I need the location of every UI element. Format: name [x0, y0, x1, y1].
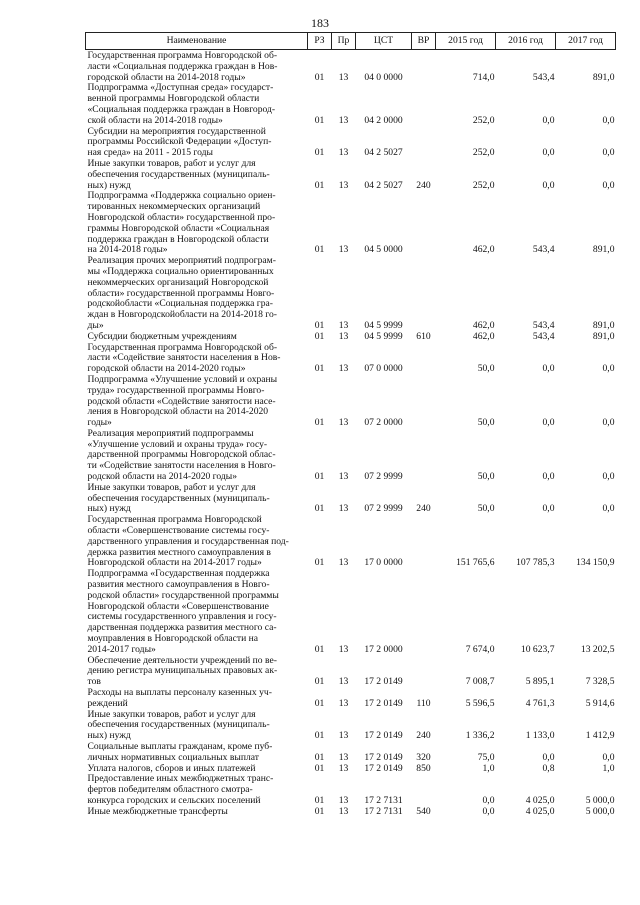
budget-table: [85, 32, 616, 818]
cell-name-line: Подпрограмма «Поддержка социально ориен-: [87, 190, 276, 202]
table-body: [86, 50, 616, 818]
table-row: [86, 50, 616, 84]
cell-name-line: тов: [87, 676, 101, 688]
cell-2015: 0,0: [482, 805, 495, 817]
table-row: [86, 774, 616, 806]
cell-vr: [412, 127, 436, 159]
cell-2016: 0,0: [542, 114, 555, 126]
cell-vr: 610: [416, 330, 431, 342]
table-row: [86, 375, 616, 429]
cell-name-line: обеспечения государственных (муниципаль-: [87, 168, 270, 180]
cell-name-line: ждан в Новгородскойобласти на 2014-2018 го-: [87, 309, 277, 321]
cell-cst: 04 2 5027: [364, 179, 403, 191]
header-vr: ВР: [412, 33, 436, 50]
cell-vr: [412, 429, 436, 483]
cell-pr: 13: [338, 762, 349, 774]
cell-rz: 01: [314, 697, 325, 709]
cell-name-line: Предоставление иных межбюджетных транс-: [87, 773, 274, 785]
cell-2017: 1 412,9: [585, 730, 615, 742]
cell-2016: 4 025,0: [525, 794, 555, 806]
cell-name-line: Иные межбюджетные трансферты: [87, 805, 228, 817]
cell-rz: 01: [314, 643, 325, 655]
cell-cst: 07 2 0000: [364, 417, 403, 429]
cell-name-line: венной программы Новгородской области: [87, 93, 260, 105]
cell-name-line: моуправления в Новгородской области на: [87, 633, 259, 645]
cell-2017: 0,0: [602, 751, 615, 763]
cell-cst: 07 0 0000: [364, 363, 403, 375]
table-row: [86, 83, 616, 126]
cell-name-line: ных) нужд: [87, 503, 131, 515]
cell-name-line: Расходы на выплаты персоналу казенных уч-: [87, 687, 272, 699]
table-header-row: [86, 33, 616, 50]
cell-pr: 13: [338, 730, 349, 742]
cell-name-line: дарственной программы Новгородской облас-: [87, 449, 276, 461]
cell-pr: 13: [338, 363, 349, 375]
cell-name: [86, 83, 308, 126]
cell-name: [86, 656, 308, 688]
cell-name-line: области» государственной программы Новго-: [87, 287, 275, 299]
cell-2017: 0,0: [602, 147, 615, 159]
cell-name-line: родской области «Содействие занятости насе-: [87, 395, 276, 407]
cell-2016: 543,4: [532, 319, 555, 331]
cell-name-line: Субсидии бюджетным учреждениям: [87, 330, 237, 342]
cell-2016: 543,4: [532, 71, 555, 83]
cell-name: [86, 50, 308, 84]
cell-name-line: граммы Новгородской области «Социальная: [87, 222, 270, 234]
cell-name-line: городской области на 2014-2018 годы»: [87, 71, 246, 83]
cell-vr: [412, 375, 436, 429]
cell-name-line: области «Совершенствование системы госу-: [87, 525, 270, 537]
table-row: [86, 688, 616, 710]
cell-cst: 04 2 5027: [364, 147, 403, 159]
cell-2015: 50,0: [477, 363, 495, 375]
cell-rz: 01: [314, 557, 325, 569]
cell-name: [86, 742, 308, 764]
cell-2017: 0,0: [602, 114, 615, 126]
cell-name: [86, 375, 308, 429]
cell-vr: [412, 50, 436, 84]
cell-2016: 5 895,1: [525, 676, 555, 688]
cell-cst: 07 2 9999: [364, 503, 403, 515]
cell-vr: [412, 343, 436, 375]
header-pr: Пр: [332, 33, 356, 50]
cell-pr: 13: [338, 697, 349, 709]
cell-name-line: ных) нужд: [87, 179, 131, 191]
cell-name-line: ных) нужд: [87, 730, 131, 742]
cell-name-line: мы «Поддержка социально ориентированных: [87, 265, 274, 277]
cell-rz: 01: [314, 179, 325, 191]
cell-2015: 462,0: [472, 330, 495, 342]
cell-2016: 0,8: [542, 762, 555, 774]
cell-2017: 5 000,0: [585, 805, 615, 817]
cell-name-line: держка развития местного самоуправления в: [87, 546, 271, 558]
cell-name: [86, 688, 308, 710]
cell-2017: 7 328,5: [585, 676, 615, 688]
cell-2015: 252,0: [472, 147, 495, 159]
cell-vr: [412, 83, 436, 126]
cell-name-line: Государственная программа Новгородской об-: [87, 50, 278, 61]
header-2016: 2016 год: [496, 33, 556, 50]
cell-rz: 01: [314, 363, 325, 375]
table-row: [86, 127, 616, 159]
cell-vr: 240: [416, 503, 431, 515]
cell-2015: 75,0: [477, 751, 495, 763]
cell-2015: 50,0: [477, 471, 495, 483]
cell-cst: 17 2 7131: [364, 794, 403, 806]
cell-2016: 4 025,0: [525, 805, 555, 817]
cell-pr: 13: [338, 557, 349, 569]
cell-cst: 17 2 0149: [364, 751, 403, 763]
cell-name-line: Подпрограмма «Улучшение условий и охраны: [87, 373, 278, 385]
cell-2017: 1,0: [602, 762, 615, 774]
cell-name-line: ской области на 2014-2018 годы»: [87, 114, 223, 126]
cell-name-line: Иные закупки товаров, работ и услуг для: [87, 708, 256, 720]
table-row: [86, 191, 616, 256]
cell-cst: 17 0 0000: [364, 557, 403, 569]
cell-2015: 151 765,6: [456, 557, 495, 569]
cell-2016: 543,4: [532, 244, 555, 256]
cell-pr: 13: [338, 244, 349, 256]
cell-rz: 01: [314, 503, 325, 515]
header-2015: 2015 год: [436, 33, 496, 50]
header-name: Наименование: [86, 33, 308, 50]
cell-name-line: Государственная программа Новгородской об-: [87, 341, 278, 353]
cell-vr: [412, 515, 436, 569]
cell-2016: 0,0: [542, 147, 555, 159]
cell-pr: 13: [338, 71, 349, 83]
header-rz: РЗ: [308, 33, 332, 50]
cell-2016: 1 133,0: [525, 730, 555, 742]
cell-pr: 13: [338, 417, 349, 429]
cell-name: [86, 159, 308, 191]
cell-vr: 240: [416, 730, 431, 742]
table-row: [86, 343, 616, 375]
cell-name-line: «Улучшение условий и охраны труда» госу-: [87, 438, 268, 450]
header-cst: ЦСТ: [356, 33, 412, 50]
cell-name: [86, 710, 308, 742]
cell-cst: 04 2 0000: [364, 114, 403, 126]
cell-2015: 1 336,2: [465, 730, 495, 742]
cell-name-line: родской области на 2014-2020 годы»: [87, 471, 238, 483]
cell-name-line: развития местного самоуправления в Новго-: [87, 579, 270, 591]
cell-rz: 01: [314, 676, 325, 688]
cell-2017: 891,0: [592, 71, 615, 83]
cell-name-line: дарственная поддержка развития местного са-: [87, 622, 277, 634]
cell-name: [86, 343, 308, 375]
cell-cst: 17 2 0000: [364, 643, 403, 655]
cell-2017: 0,0: [602, 179, 615, 191]
cell-pr: 13: [338, 330, 349, 342]
cell-name-line: Реализация прочих мероприятий подпрограм-: [87, 255, 276, 267]
cell-name-line: Обеспечение деятельности учреждений по ве-: [87, 654, 277, 666]
table-row: [86, 483, 616, 515]
cell-pr: 13: [338, 147, 349, 159]
cell-2017: 0,0: [602, 363, 615, 375]
cell-name-line: ная среда» на 2011 - 2015 годы: [87, 147, 213, 159]
cell-cst: 04 5 9999: [364, 330, 403, 342]
cell-2015: 1,0: [482, 762, 495, 774]
cell-name-line: реждений: [87, 697, 128, 709]
cell-2015: 252,0: [472, 114, 495, 126]
cell-vr: [412, 656, 436, 688]
cell-name-line: Подпрограмма «Государственная поддержка: [87, 568, 270, 580]
table-row: [86, 159, 616, 191]
cell-name-line: некоммерческих организаций Новгородской: [87, 276, 269, 288]
cell-vr: 240: [416, 179, 431, 191]
cell-name-line: 2014-2017 годы»: [87, 643, 156, 655]
cell-name-line: родской области» государственной программы: [87, 589, 279, 601]
header-2017: 2017 год: [556, 33, 616, 50]
cell-rz: 01: [314, 417, 325, 429]
cell-pr: 13: [338, 179, 349, 191]
cell-2017: 5 914,6: [585, 697, 615, 709]
cell-rz: 01: [314, 330, 325, 342]
cell-pr: 13: [338, 503, 349, 515]
cell-rz: 01: [314, 730, 325, 742]
cell-rz: 01: [314, 471, 325, 483]
cell-vr: [412, 191, 436, 256]
page-number: 183: [311, 16, 329, 30]
cell-name: [86, 191, 308, 256]
table-row: [86, 515, 616, 569]
cell-name-line: городской области на 2014-2020 годы»: [87, 363, 246, 375]
cell-name-line: ласти «Социальная поддержка граждан в Нов-: [87, 60, 278, 72]
cell-vr: 110: [416, 697, 431, 709]
cell-2017: 891,0: [592, 244, 615, 256]
cell-2015: 462,0: [472, 319, 495, 331]
cell-name-line: Новгородской области «Совершенствование: [87, 600, 269, 612]
cell-name-line: тированных некоммерческих организаций: [87, 201, 261, 213]
cell-2015: 50,0: [477, 417, 495, 429]
cell-2016: 0,0: [542, 503, 555, 515]
cell-2016: 0,0: [542, 179, 555, 191]
cell-name-line: Субсидии на мероприятия государственной: [87, 125, 266, 137]
cell-name: [86, 429, 308, 483]
cell-pr: 13: [338, 751, 349, 763]
cell-cst: 17 2 7131: [364, 805, 403, 817]
cell-rz: 01: [314, 762, 325, 774]
cell-rz: 01: [314, 114, 325, 126]
cell-2016: 107 785,3: [516, 557, 555, 569]
cell-2016: 0,0: [542, 751, 555, 763]
cell-name: [86, 332, 308, 343]
cell-2017: 5 000,0: [585, 794, 615, 806]
cell-name-line: ды»: [87, 319, 104, 331]
cell-rz: 01: [314, 147, 325, 159]
cell-vr: 850: [416, 762, 431, 774]
cell-name-line: Новгородской области» государственной про-: [87, 211, 276, 223]
cell-2016: 10 623,7: [520, 643, 555, 655]
cell-name-line: Иные закупки товаров, работ и услуг для: [87, 157, 256, 169]
cell-2017: 13 202,5: [580, 643, 615, 655]
cell-rz: 01: [314, 71, 325, 83]
cell-rz: 01: [314, 794, 325, 806]
cell-pr: 13: [338, 676, 349, 688]
cell-name: [86, 483, 308, 515]
cell-2016: 0,0: [542, 417, 555, 429]
cell-2016: 0,0: [542, 363, 555, 375]
cell-name-line: программы Российской Федерации «Доступ-: [87, 136, 272, 148]
cell-pr: 13: [338, 794, 349, 806]
cell-cst: 04 5 0000: [364, 244, 403, 256]
cell-cst: 17 2 0149: [364, 730, 403, 742]
cell-2015: 714,0: [472, 71, 495, 83]
cell-name-line: фертов победителям областного смотра-: [87, 784, 253, 796]
cell-rz: 01: [314, 319, 325, 331]
cell-2016: 543,4: [532, 330, 555, 342]
cell-name-line: Подпрограмма «Доступная среда» государст-: [87, 82, 274, 94]
cell-vr: [412, 774, 436, 806]
cell-name-line: конкурса городских и сельских поселений: [87, 794, 261, 806]
table-row: [86, 569, 616, 655]
cell-pr: 13: [338, 805, 349, 817]
cell-name-line: поддержка граждан в Новгородской области: [87, 233, 269, 245]
cell-name-line: Реализация мероприятий подпрограммы: [87, 427, 254, 439]
cell-name-line: ти «Содействие занятости населения в Новго-: [87, 460, 276, 472]
cell-pr: 13: [338, 471, 349, 483]
cell-vr: [412, 569, 436, 655]
cell-2017: 134 150,9: [576, 557, 615, 569]
cell-name-line: дарственного управления и государственная под-: [87, 535, 289, 547]
cell-rz: 01: [314, 805, 325, 817]
cell-2016: 0,0: [542, 471, 555, 483]
cell-name-line: на 2014-2018 годы»: [87, 244, 168, 256]
cell-name-line: Иные закупки товаров, работ и услуг для: [87, 481, 256, 493]
table-row: [86, 710, 616, 742]
table-row: [86, 656, 616, 688]
cell-rz: 01: [314, 751, 325, 763]
cell-name-line: обеспечения государственных (муниципаль-: [87, 492, 270, 504]
cell-2015: 462,0: [472, 244, 495, 256]
cell-vr: [412, 256, 436, 332]
cell-2017: 891,0: [592, 330, 615, 342]
cell-2015: 0,0: [482, 794, 495, 806]
cell-name: [86, 515, 308, 569]
cell-rz: 01: [314, 244, 325, 256]
cell-vr: 320: [416, 751, 431, 763]
cell-name-line: системы государственного управления и госу-: [87, 611, 277, 623]
cell-name-line: личных нормативных социальных выплат: [87, 751, 259, 763]
cell-pr: 13: [338, 319, 349, 331]
cell-name-line: Государственная программа Новгородской: [87, 514, 262, 526]
cell-cst: 04 5 9999: [364, 319, 403, 331]
cell-2017: 0,0: [602, 417, 615, 429]
cell-2015: 7 008,7: [465, 676, 495, 688]
table-row: [86, 807, 616, 818]
cell-2017: 891,0: [592, 319, 615, 331]
cell-name-line: годы»: [87, 417, 112, 429]
cell-name-line: ласти «Содействие занятости населения в Нов-: [87, 352, 281, 364]
cell-2017: 0,0: [602, 471, 615, 483]
cell-2015: 7 674,0: [465, 643, 495, 655]
cell-pr: 13: [338, 643, 349, 655]
cell-cst: 17 2 0149: [364, 762, 403, 774]
cell-name-line: ления в Новгородской области на 2014-2020: [87, 406, 269, 418]
cell-name-line: Уплата налогов, сборов и иных платежей: [87, 762, 256, 774]
cell-name-line: родскойобласти «Социальная поддержка гра-: [87, 298, 273, 310]
cell-cst: 07 2 9999: [364, 471, 403, 483]
cell-2015: 5 596,5: [465, 697, 495, 709]
cell-2015: 50,0: [477, 503, 495, 515]
table-row: [86, 256, 616, 332]
cell-cst: 04 0 0000: [364, 71, 403, 83]
cell-name: [86, 569, 308, 655]
cell-2015: 252,0: [472, 179, 495, 191]
cell-vr: 540: [416, 805, 431, 817]
cell-name-line: «Социальная поддержка граждан в Новгород-: [87, 103, 276, 115]
table-row: [86, 742, 616, 764]
cell-name: [86, 256, 308, 332]
cell-name-line: труда» государственной программы Новго-: [87, 384, 265, 396]
table-row: [86, 429, 616, 483]
table-row: [86, 332, 616, 343]
cell-name-line: Социальные выплаты гражданам, кроме пуб-: [87, 741, 273, 752]
cell-cst: 17 2 0149: [364, 697, 403, 709]
cell-name: [86, 127, 308, 159]
cell-2016: 4 761,3: [525, 697, 555, 709]
cell-name-line: Новгородской области на 2014-2017 годы»: [87, 557, 262, 569]
cell-cst: 17 2 0149: [364, 676, 403, 688]
cell-name: [86, 774, 308, 806]
cell-pr: 13: [338, 114, 349, 126]
cell-name-line: обеспечения государственных (муниципаль-: [87, 719, 270, 731]
cell-2017: 0,0: [602, 503, 615, 515]
cell-name: [86, 807, 308, 818]
cell-name-line: дению регистра муниципальных правовых ак-: [87, 665, 278, 677]
